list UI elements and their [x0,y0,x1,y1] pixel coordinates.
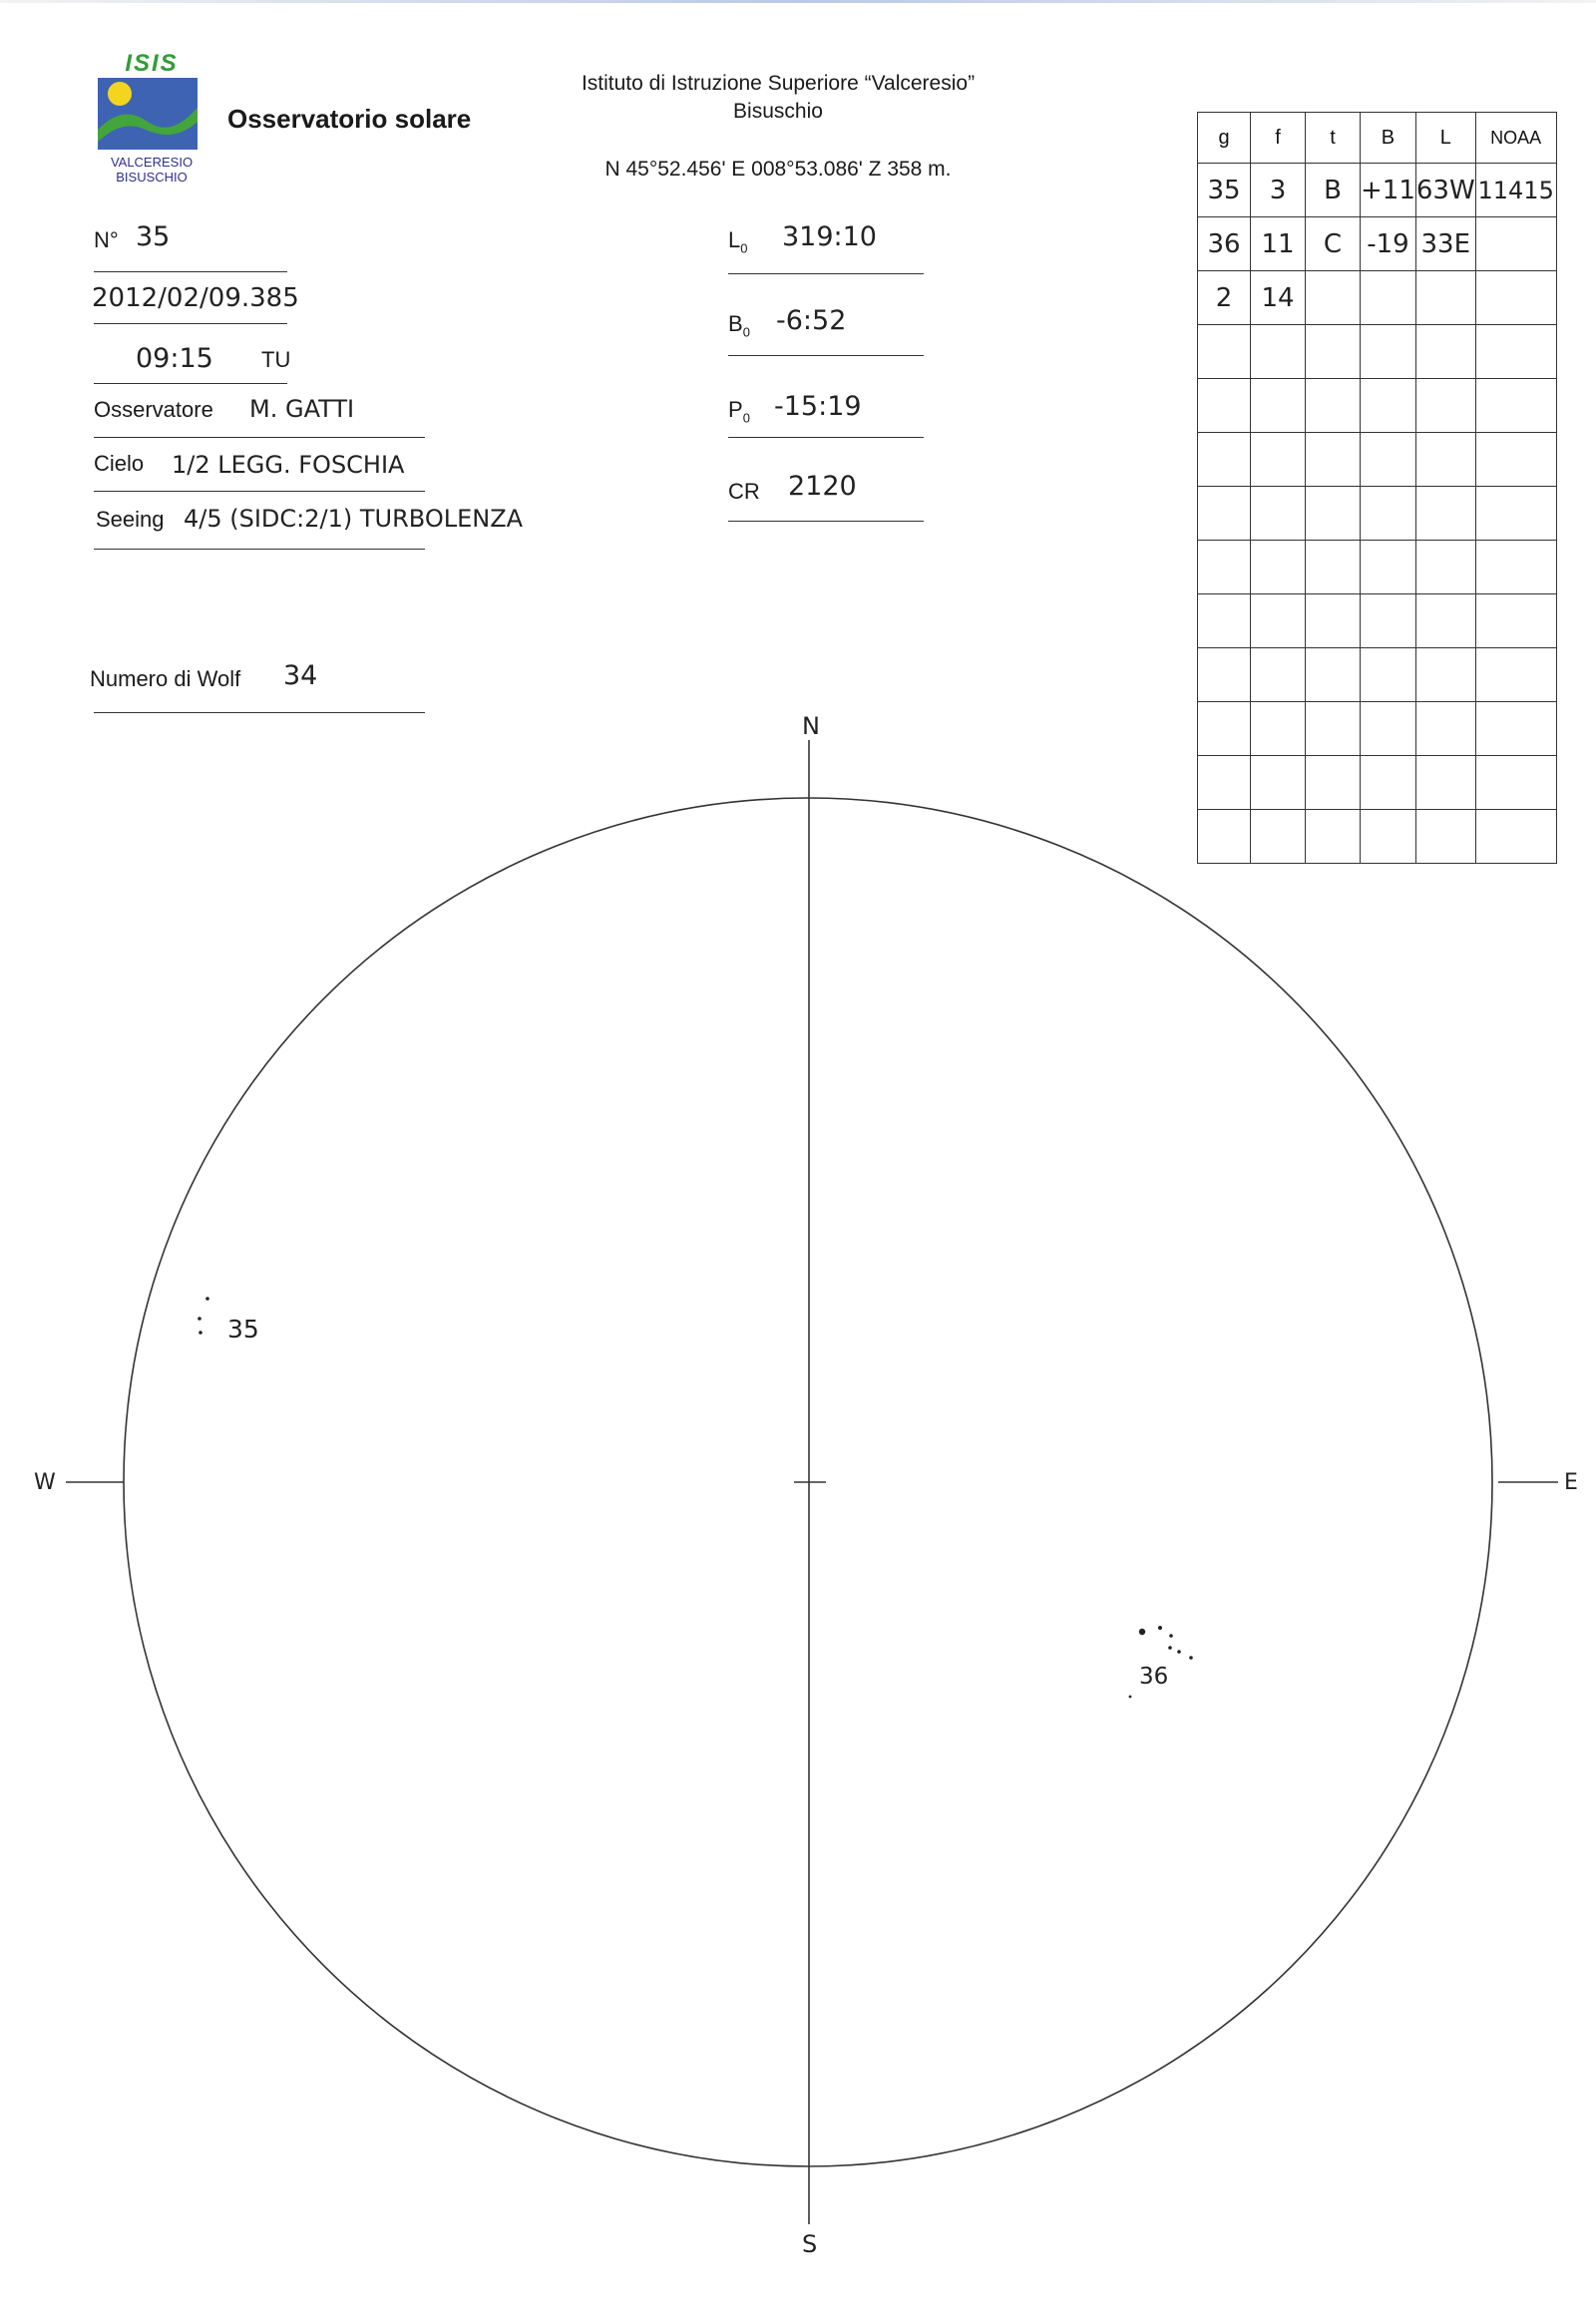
spot [1129,1696,1132,1699]
table-cell: 63W [1415,164,1475,217]
b0-subscript: 0 [742,324,750,340]
p0-value: -15:19 [774,391,862,422]
drawing-number: 35 [136,221,171,252]
spot [1168,1646,1172,1650]
observer-label: Osservatore [94,397,213,422]
col-header-b: B [1361,113,1416,164]
b0-letter: B [728,311,743,336]
p0-letter: P [728,397,743,422]
spot [1158,1626,1162,1630]
spot [198,1317,201,1321]
observation-time: 09:15 [136,343,213,374]
observer-name: M. GATTI [249,395,355,423]
wolf-number: 34 [283,660,318,691]
cr-label: CR [728,479,760,504]
west-label: W [34,1470,56,1495]
observatory-title: Osservatorio solare [227,104,472,134]
col-header-l: L [1415,113,1475,164]
site-coordinates: N 45°52.456' E 008°53.086' Z 358 m. [604,158,952,181]
spot [199,1331,202,1335]
sunspot-group-35 [198,1297,209,1335]
col-header-noaa: NOAA [1475,113,1556,164]
table-cell: 3 [1251,164,1306,217]
table-cell: 11415 [1475,164,1556,217]
spot [1189,1656,1193,1660]
sky-condition: 1/2 LEGG. FOSCHIA [172,451,405,479]
spot [1139,1629,1145,1635]
table-cell: 33E [1415,217,1475,271]
b0-value: -6:52 [776,305,847,336]
spot [205,1297,209,1301]
table-cell: -19 [1361,217,1416,271]
table-cell: 36 [1198,217,1251,271]
logo-caption-village: BISUSCHIO [116,170,188,185]
col-header-t: t [1306,113,1361,164]
l0-value: 319:10 [782,221,877,252]
spot [1177,1650,1181,1654]
table-cell: C [1306,217,1361,271]
table-cell: B [1306,164,1361,217]
seeing-value: 4/5 (SIDC:2/1) TURBOLENZA [184,505,524,533]
col-header-f: f [1251,113,1306,164]
col-header-g: g [1198,113,1251,164]
logo-wordmark: ISIS [125,50,179,77]
group-label-36: 36 [1139,1664,1169,1690]
l0-subscript: 0 [740,240,748,256]
table-cell: 35 [1198,164,1251,217]
institute-town: Bisuschio [733,100,823,123]
north-label: N [802,712,820,740]
table-cell: 2 [1198,271,1251,325]
seeing-label: Seeing [96,507,165,532]
table-cell: +11 [1361,164,1416,217]
sky-label: Cielo [94,451,145,476]
p0-subscript: 0 [742,410,750,426]
number-label: N° [94,227,119,252]
table-cell: 11 [1251,217,1306,271]
table-cell: 14 [1251,271,1306,325]
south-label: S [802,2230,818,2258]
l0-letter: L [728,227,741,252]
time-unit: TU [261,347,291,372]
group-label-35: 35 [227,1315,259,1344]
carrington-rotation: 2120 [788,471,857,502]
east-label: E [1564,1470,1578,1495]
observation-date: 2012/02/09.385 [92,283,299,313]
wolf-label: Numero di Wolf [90,666,241,691]
institute-name: Istituto di Istruzione Superiore “Valceresio” [581,72,976,95]
spot [1169,1634,1173,1638]
logo-caption-town: VALCERESIO [110,155,194,170]
